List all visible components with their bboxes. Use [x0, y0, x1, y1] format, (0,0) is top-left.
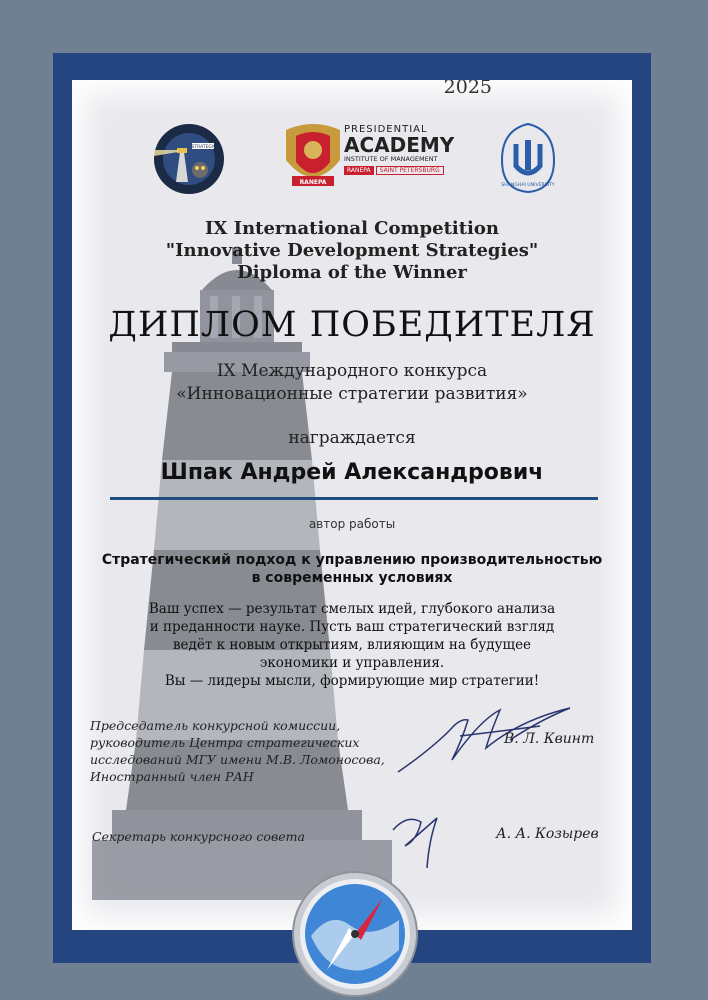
diploma-sheet: [72, 80, 632, 930]
title-en-line3: Diploma of the Winner: [237, 262, 467, 283]
signature-kozyrev: [387, 810, 447, 872]
winner-name: Шпак Андрей Александрович: [160, 460, 544, 485]
signatory1-line3: исследований МГУ имени М.В. Ломоносова,: [90, 752, 385, 767]
ranepa-line1: PRESIDENTIAL: [344, 124, 428, 135]
lighthouse-background-image: [72, 80, 632, 930]
wish-line1: Ваш успех — результат смелых идей, глубокого анализа: [148, 601, 556, 617]
strategy-club-logo: [152, 122, 226, 196]
shanghai-logo-text: SHANGHAI UNIVERSITY: [501, 183, 555, 188]
signatory1-line2: руководитель Центра стратегических: [90, 735, 360, 750]
signatory1-line4: Иностранный член РАН: [90, 769, 254, 784]
title-en-line2: "Innovative Development Strategies": [165, 240, 539, 261]
competition-ru-line2: «Инновационные стратегии развития»: [176, 384, 528, 404]
awarded-label: награждается: [288, 428, 416, 448]
ranepa-emblem-text: RANEPA: [299, 179, 327, 186]
wish-line3: ведёт к новым открытиям, влияющим на будущее: [172, 637, 532, 653]
signatory1-block: [90, 717, 410, 785]
signatory1-line1: Председатель конкурсной комиссии,: [90, 718, 341, 733]
ranepa-emblem: [282, 120, 344, 194]
signatory2-role: Секретарь конкурсного совета: [92, 829, 305, 844]
name-underline: [110, 497, 598, 500]
ranepa-tag-ranepa: RANEPA: [344, 166, 374, 175]
compass-icon: [291, 870, 419, 998]
wish-line2: и преданности науке. Пусть ваш стратегический взгляд: [149, 619, 555, 635]
year-label: 2025: [443, 80, 492, 98]
work-title-line1: Стратегический подход к управлению производительностью: [101, 552, 603, 568]
wish-line4: экономики и управления.: [259, 655, 445, 671]
shanghai-university-logo: [498, 120, 558, 196]
ranepa-line3: INSTITUTE OF MANAGEMENT: [344, 155, 438, 163]
ranepa-tag-spb: SAINT PETERSBURG: [376, 166, 444, 175]
strategy-logo-text: STRATEGY: [191, 145, 215, 150]
diploma-title-ru: ДИПЛОМ ПОБЕДИТЕЛЯ: [108, 305, 596, 345]
author-label: автор работы: [308, 517, 396, 531]
signatory2-name: А. А. Козырев: [496, 826, 599, 842]
wish-line5: Вы — лидеры мысли, формирующие мир стратегии!: [164, 673, 540, 689]
work-title-line2: в современных условиях: [251, 570, 453, 586]
competition-ru-line1: IX Международного конкурса: [216, 361, 488, 381]
ranepa-wordmark: [344, 124, 454, 175]
title-en-line1: IX International Competition: [205, 218, 499, 239]
ranepa-line2: ACADEMY: [344, 133, 455, 157]
signatory1-name: В. Л. Квинт: [504, 731, 595, 747]
